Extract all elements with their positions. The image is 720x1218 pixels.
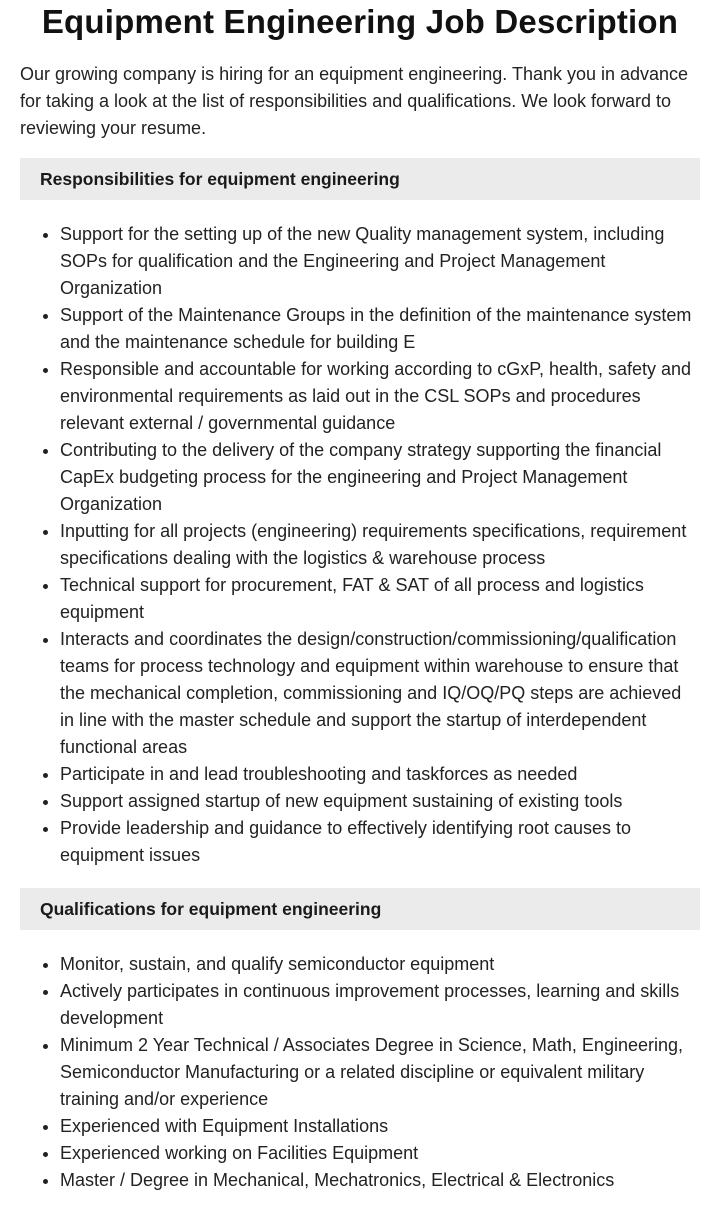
qualifications-heading: Qualifications for equipment engineering [20,888,700,930]
list-item: • Technical support for procurement, FAT & SAT of all process and logistics equipment [60,572,700,626]
list-item: • Participate in and lead troubleshooting and taskforces as needed [60,761,700,788]
list-item: • Support of the Maintenance Groups in the definition of the maintenance system and the maintenance schedule for building E [60,302,700,356]
intro-paragraph: Our growing company is hiring for an equipment engineering. Thank you in advance for taking a look at the list of responsibilities and qualifications. We look forward to reviewing your resume. [20,64,689,138]
list-item: • Support assigned startup of new equipment sustaining of existing tools [60,788,700,815]
list-item: • Monitor, sustain, and qualify semiconductor equipment [60,951,700,978]
responsibilities-heading: Responsibilities for equipment engineering [20,158,700,200]
list-item: • Actively participates in continuous improvement processes, learning and skills development [60,978,700,1032]
list-item: • Experienced working on Facilities Equipment [60,1140,700,1167]
list-item: • Inputting for all projects (engineering) requirements specifications, requirement specifications dealing with the logistics & warehouse process [60,518,700,572]
list-item: • Support for the setting up of the new Quality management system, including SOPs for qualification and the Engineering and Project Management Organization [60,221,700,302]
list-item: • Experienced with Equipment Installations [60,1113,700,1140]
list-item: • Responsible and accountable for working according to cGxP, health, safety and environmental requirements as laid out in the CSL SOPs and procedures relevant external / governmental guidance [60,356,700,437]
list-item: • Master / Degree in Mechanical, Mechatronics, Electrical & Electronics [60,1167,700,1194]
qualifications-list [20,951,700,1194]
responsibilities-list [20,221,700,869]
page-title: Equipment Engineering Job Description [41,3,679,40]
list-item: • Interacts and coordinates the design/construction/commissioning/qualification teams for process technology and equipment within warehouse to ensure that the mechanical completion, commissioning and IQ/OQ/PQ steps are achieved in line with the master schedule and support the startup of interdependent functional areas [60,626,700,761]
list-item: • Contributing to the delivery of the company strategy supporting the financial CapEx budgeting process for the engineering and Project Management Organization [60,437,700,518]
list-item: • Provide leadership and guidance to effectively identifying root causes to equipment issues [60,815,700,869]
list-item: • Minimum 2 Year Technical / Associates Degree in Science, Math, Engineering, Semiconductor Manufacturing or a related discipline or equivalent military training and/or experience [60,1032,700,1113]
